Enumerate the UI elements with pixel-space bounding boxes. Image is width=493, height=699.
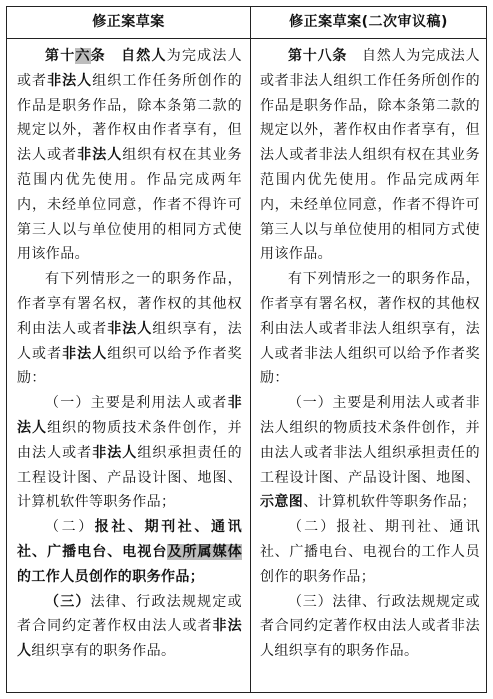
bold-term: （三） [45, 593, 91, 610]
bold-term: 报社、期刊社、通讯社、广播电台、电视台 [17, 519, 242, 560]
bold-term: 非法人 [92, 444, 138, 461]
article-number: 第十八条 [288, 48, 348, 64]
bold-term: 非法人 [17, 395, 242, 436]
bold-term: 非法人 [47, 72, 93, 89]
bold-term: 的工作人员创作的职务作品； [17, 568, 205, 585]
left-paragraph-2: 有下列情形之一的职务作品，作者享有署名权，著作权的其他权利由法人或者非法人组织享有，法人或者非法人组织可以给予作者奖励： [17, 271, 243, 387]
table-header-row [7, 7, 486, 39]
header-left: 修正案草案 [92, 14, 165, 30]
column-divider [250, 7, 251, 692]
left-column [17, 44, 242, 664]
right-item-2: （二）报社、期刊社、通讯社、广播电台、电视台的工作人员创作的职务作品； [260, 519, 480, 585]
right-item-1: （一）主要是利用法人或者非法人组织的物质技术条件创作，并由法人或者非法人组织承担责任的工程设计图、产品设计图、地图、示意图、计算机软件等职务作品； [260, 395, 480, 511]
highlighted-change: 及所属媒体 [167, 543, 243, 560]
bold-term: 非法人 [77, 147, 123, 164]
left-item-3: （三）法律、行政法规规定或者合同约定著作权由法人或者非法人组织享有的职务作品。 [17, 593, 243, 660]
bold-term: 非法人 [62, 345, 108, 362]
bold-term: 示意图 [260, 494, 304, 511]
left-article-paragraph: 第十六条 自然人为完成法人或者非法人组织工作任务所创作的作品是职务作品，除本条第二款的规定以外，著作权由作者享有，但法人或者非法人组织有权在其业务范围内优先使用。作品完成两年内，未经单位同意，作者不得许可第三人以与单位使用的相同方式使用该作品。 [17, 48, 243, 263]
article-number: 第十六条 自然人 [45, 48, 167, 64]
left-item-2: （二）报社、期刊社、通讯社、广播电台、电视台及所属媒体的工作人员创作的职务作品； [17, 519, 243, 585]
header-right: 修正案草案(二次审议稿) [289, 14, 448, 30]
right-paragraph-2: 有下列情形之一的职务作品，作者享有署名权，著作权的其他权利由法人或者非法人组织享有，法人或者非法人组织可以给予作者奖励： [260, 271, 480, 387]
bold-term: 非法人 [17, 618, 242, 660]
right-column [260, 44, 480, 664]
bold-term: 非法人 [107, 320, 153, 337]
right-article-paragraph: 第十八条 自然人为完成法人或者非法人组织工作任务所创作的作品是职务作品，除本条第二款的规定以外，著作权由作者享有，但法人或者非法人组织有权在其业务范围内优先使用。作品完成两年内，未经单位同意，作者不得许可第三人以与单位使用的相同方式使用该作品。 [260, 48, 480, 263]
comparison-table [6, 6, 487, 693]
left-item-1: （一）主要是利用法人或者非法人组织的物质技术条件创作，并由法人或者非法人组织承担责任的工程设计图、产品设计图、地图、计算机软件等职务作品； [17, 395, 243, 511]
right-item-3: （三）法律、行政法规规定或者合同约定著作权由法人或者非法人组织享有的职务作品。 [260, 593, 480, 660]
highlighted-change: 六 [75, 48, 91, 64]
